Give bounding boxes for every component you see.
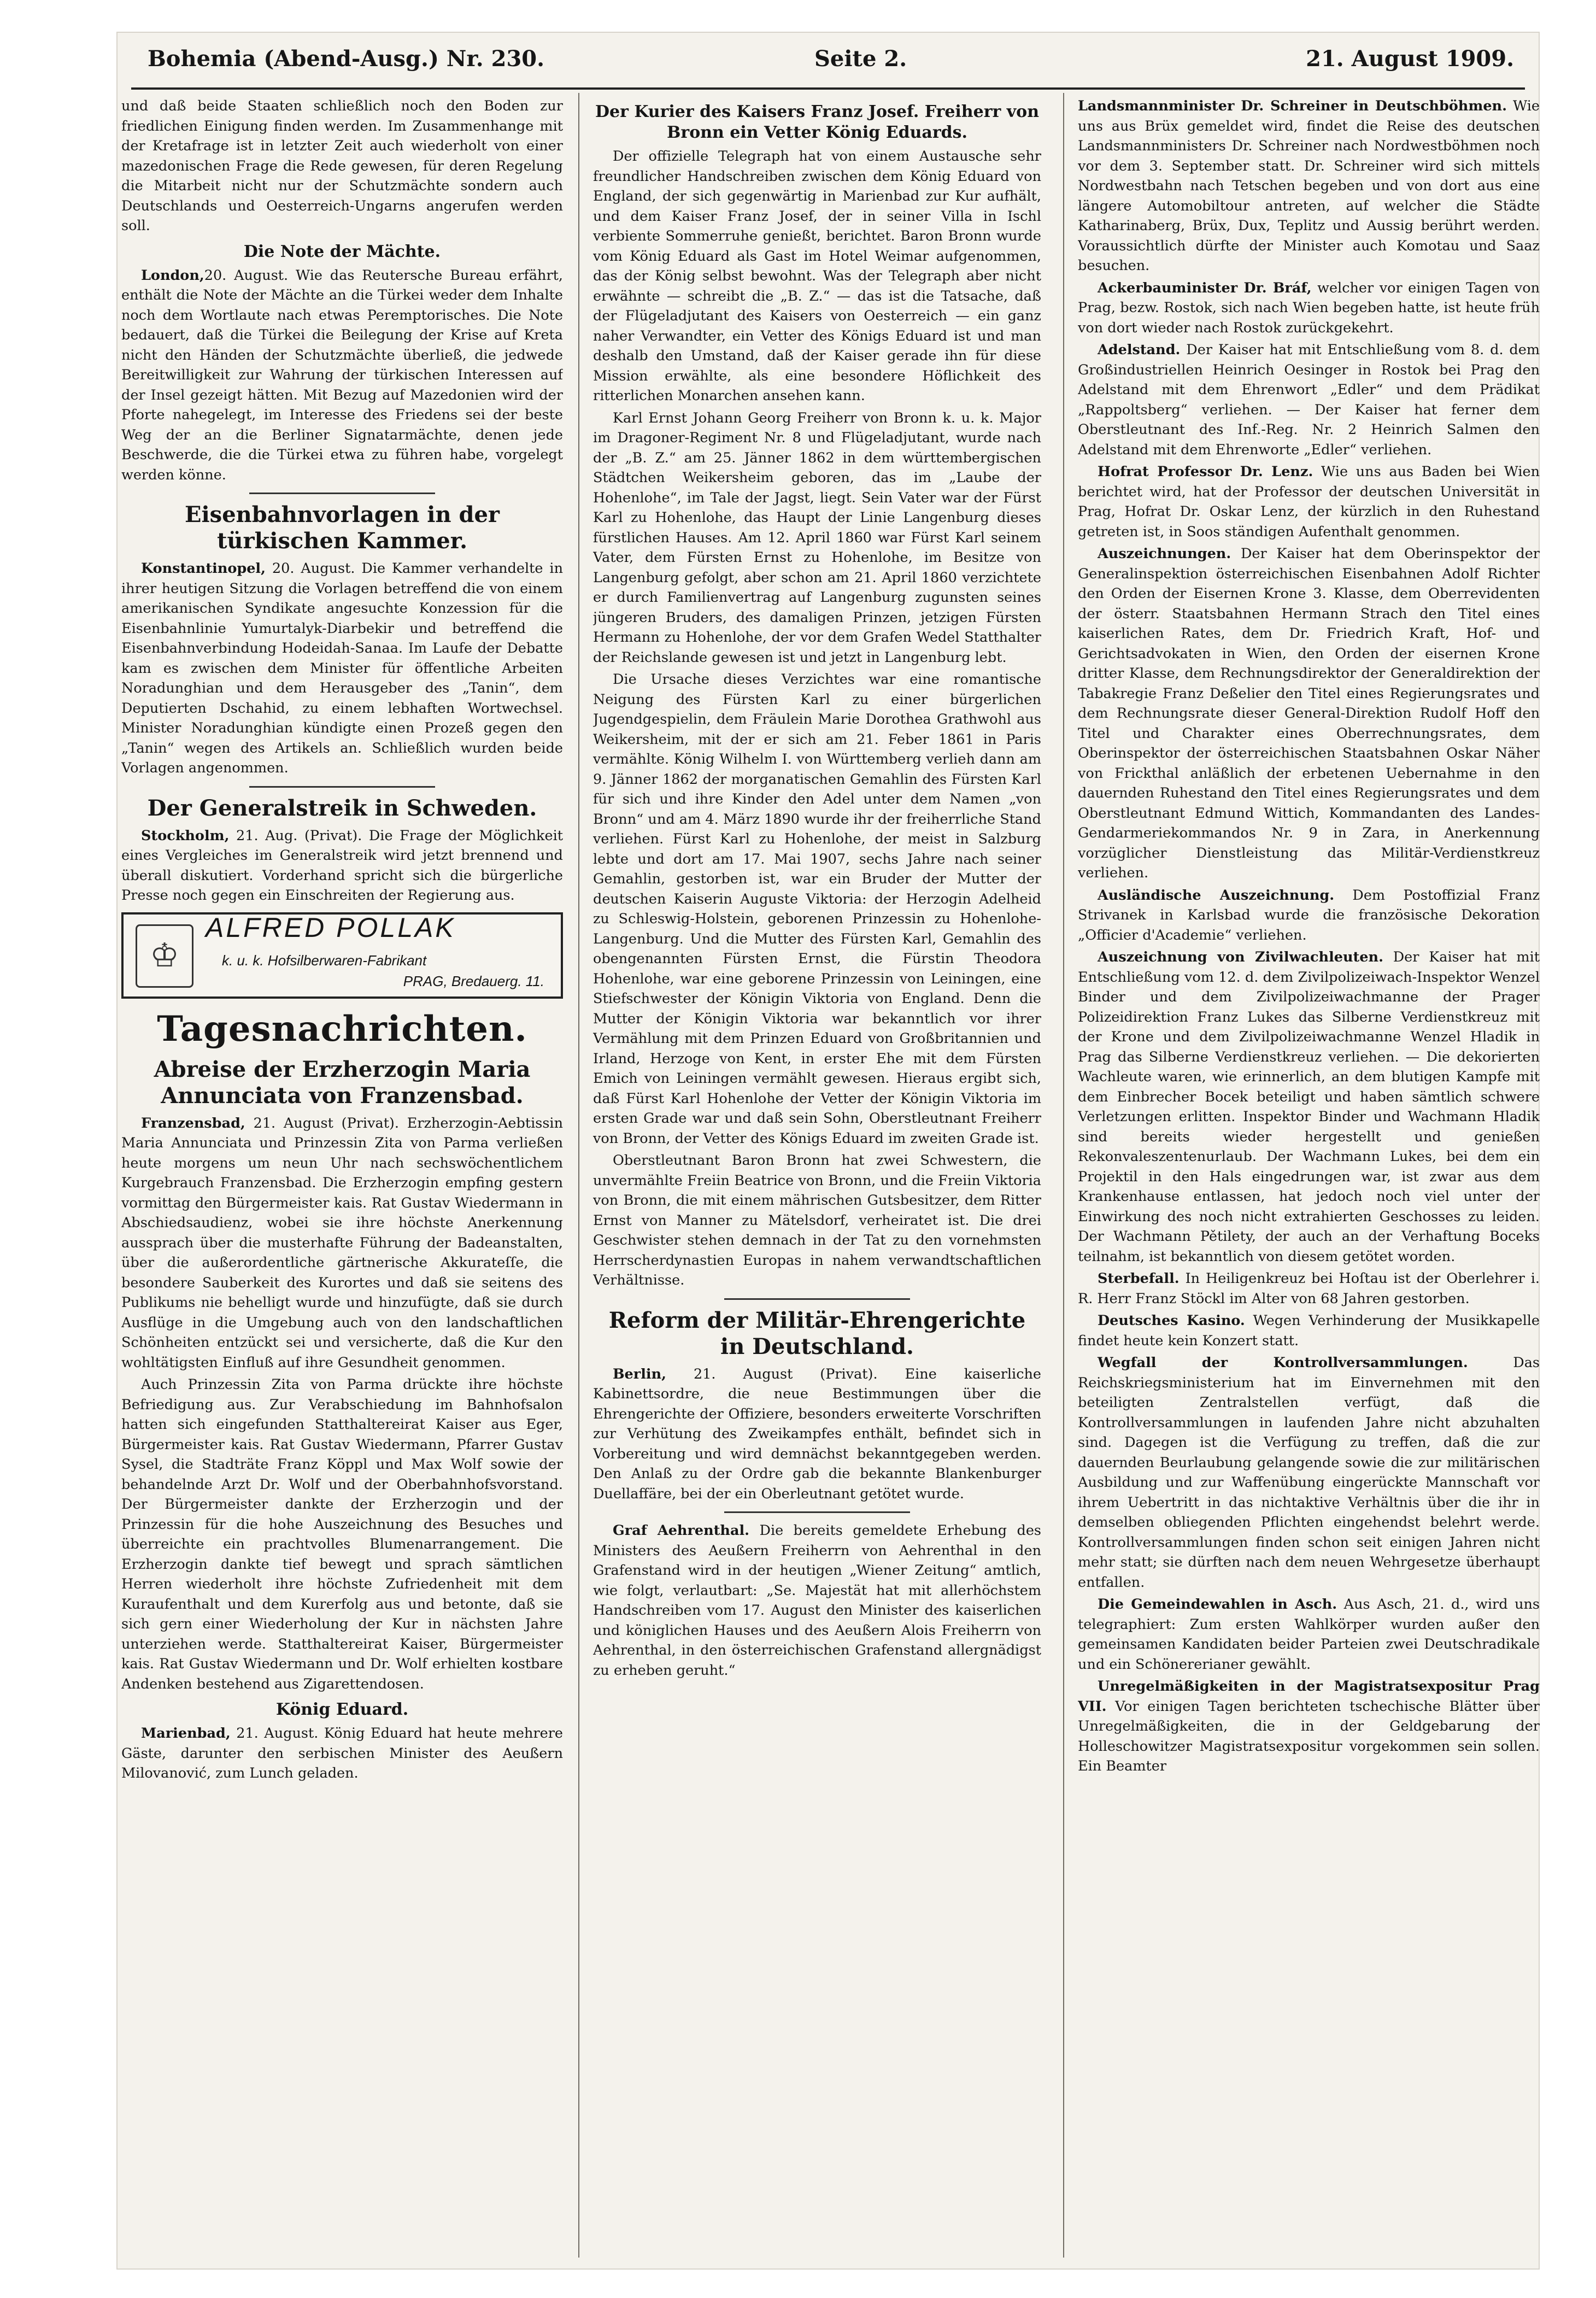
- run-in-heading: Wegfall der Kontrollversammlungen.: [1098, 1355, 1468, 1371]
- run-in-heading: Ackerbauminister Dr. Bráf,: [1098, 279, 1312, 296]
- column-2: [593, 96, 1041, 2255]
- dateline: Stockholm,: [141, 827, 230, 844]
- article-landsmannminister: [1078, 96, 1540, 276]
- dateline: London,: [141, 267, 204, 284]
- run-in-heading: Die Gemeindewahlen in Asch.: [1098, 1596, 1337, 1613]
- article-adelstand: [1078, 340, 1540, 460]
- article-text: Wie uns aus Brüx gemeldet wird, findet die Reise des deutschen Landsmannministers Dr. Schreiner nach Nordwestböhmen noch vor dem 3. September statt. Dr. Schreiner wird sich mittels Nordwestbahn nach Tetschen begeben und von dort aus eine längere Automobiltour antreten, auf welcher die Städte Katharinaberg, Brüx, Dux, Teplitz und Aussig berührt werden. Voraussichtlich dürfte der Minister auch Komotau und Saaz besuchen.: [1078, 98, 1540, 274]
- heading-strike: Der Generalstreik in Schweden.: [147, 795, 537, 821]
- masthead-title: Bohemia (Abend-Ausg.) Nr. 230.: [148, 46, 545, 72]
- run-in-heading: Sterbefall.: [1098, 1270, 1180, 1287]
- article-aehrenthal: [593, 1521, 1041, 1680]
- column-divider-1: [578, 93, 579, 2258]
- article-text: 20. August. Die Kammer verhandelte in ihrer heutigen Sitzung die Vorlagen betreffend die von einem amerikanischen Syndikate angesuchte Konzession für die Eisenbahnlinie Yumurtalyk-Diarbekir und betreffend die Eisenbahnverbindung Hodeidah-Sanaa. Im Laufe der Debatte kam es zwischen dem Minister für öffentliche Arbeiten Noradunghian und dem Herausgeber des „Tanin“, dem Deputierten Dschahid, zu einem lebhaften Wortwechsel. Minister Noradunghian kündigte einen Prozeß gegen den „Tanin“ wegen des Artikels an. Schließlich wurden beide Vorlagen angenommen.: [121, 560, 563, 776]
- dateline: Graf Aehrenthal.: [613, 1522, 750, 1539]
- heading-note: Die Note der Mächte.: [243, 242, 441, 261]
- advertisement-pollak: [121, 912, 563, 999]
- ad-address: PRAG, Bredauerg. 11.: [403, 972, 544, 989]
- article-kurier-4: Oberstleutnant Baron Bronn hat zwei Schwestern, die unvermählte Freiin Beatrice von Bronn, und die Freiin Viktoria von Bronn, die mit einem mährischen Gutsbesitzer, dem Ritter Ernst von Manner zu Mätelsdorf, verheiratet ist. Die drei Geschwister stehen demnach in der Tat zu den vornehmsten Herrscherdynastien Europas in nahem verwandtschaftlichen Verhältnisse.: [593, 1152, 1041, 1288]
- article-text: Der Kaiser hat dem Oberinspektor der Generalinspektion österreichischen Eisenbahnen Adolf Richter den Orden der Eisernen Krone 3. Klasse, dem Oberrevidenten der österr. Staatsbahnen Hermann Strach den Titel eines kaiserlichen Rates, dem Dr. Friedrich Kraft, Hof- und Gerichtsadvokaten in Wien, den Orden der eisernen Krone dritter Klasse, dem Rechnungsdirektor der Generaldirektion der Tabakregie Franz Deßelier den Titel eines Regierungsrates und dem Rechnungsrate dieser General-Direktion Rudolf Hoff den Titel und Charakter eines Oberrechnungsrates, dem Oberinspektor der österreichischen Staatsbahnen Oskar Näher von Frickthal anläßlich der erbetenen Uebernahme in den dauernden Ruhestand den Titel eines Regierungsrates und dem Oberstleutnant Edmund Wittich, Kommandanten des Landes-Gendarmeriekommandos Nr. 9 in Zara, in Anerkennung vorzüglicher Dienstleistung das Militär-Verdienstkreuz verliehen.: [1078, 546, 1540, 881]
- article-strike: [121, 826, 563, 906]
- dateline: Franzensbad,: [141, 1115, 245, 1132]
- article-ackerbauminister: [1078, 278, 1540, 338]
- run-in-heading: Adelstand.: [1098, 342, 1181, 358]
- article-gemeindewahlen: [1078, 1594, 1540, 1674]
- ad-subtitle: k. u. k. Hofsilberwaren-Fabrikant: [222, 952, 427, 969]
- article-kontrollversammlungen: [1078, 1353, 1540, 1592]
- article-kasino: [1078, 1311, 1540, 1351]
- run-in-heading: Hofrat Professor Dr. Lenz.: [1098, 464, 1313, 480]
- heading-kurier: Der Kurier des Kaisers Franz Josef. Freiherr von Bronn ein Vetter König Eduards.: [595, 102, 1040, 142]
- article-kurier-2: Karl Ernst Johann Georg Freiherr von Bronn k. u. k. Major im Dragoner-Regiment Nr. 8 und Flügeladjutant, wurde nach der „B. Z.“ am 25. Jänner 1862 in dem württembergischen Städtchen Weikersheim geboren, das im „Laube der Hohenlohe“, im Tale der Jagst, liegt. Sein Vater war der Fürst Karl zu Hohenlohe, das Haupt der Linie Langenburg dieses fürstlichen Hauses. Am 12. April 1860 war Fürst Karl seinem Vater, dem Fürsten Ernst zu Hohenlohe, im Besitze von Langenburg gefolgt, aber schon am 21. April 1860 verzichtete er durch Familienvertrag auf Langenburg zugunsten seines jüngeren Bruders, des damaligen Prinzen, jetzigen Fürsten Hermann zu Hohenlohe, der vor dem Grafen Wedel Statthalter der Reichslande gewesen ist und jetzt in Langenburg lebt.: [593, 409, 1041, 666]
- divider: [249, 786, 435, 788]
- article-note: [121, 266, 563, 485]
- run-in-heading: Auszeichnung von Zivilwachleuten.: [1098, 949, 1383, 965]
- article-reform: [593, 1364, 1041, 1504]
- article-unregelmaessigkeiten: [1078, 1676, 1540, 1777]
- article-kurier-3: Die Ursache dieses Verzichtes war eine romantische Neigung des Fürsten Karl zu einer bürgerlichen Jugendgespielin, dem Fräulein Marie Dorothea Grathwohl aus Weikersheim, mit der er sich am 21. Feber 1861 in Paris vermählte. König Wilhelm I. von Württemberg verlieh dann am 9. Jänner 1862 der morganatischen Gemahlin des Fürsten Karl für sich und ihre Kinder den Adel unter dem Namen „von Bronn“ und am 4. März 1890 wurde ihr der freiherrliche Stand verliehen. Fürst Karl zu Hohenlohe, der meist in Salzburg lebte und dort am 17. Mai 1907, sechs Jahre nach seiner Gemahlin, gestorben ist, war ein Bruder der Mutter der deutschen Kaiserin Auguste Viktoria: der Herzogin Adelheid zu Schleswig-Holstein, geborenen Prinzessin zu Hohenlohe-Langenburg. Und die Mutter des Fürsten Karl, Gemahlin des obengenannten Fürsten Ernst, die Fürstin Theodora Hohenlohe, war eine geborene Prinzessin von Leiningen, eine Stiefschwester der Königin Viktoria von England. Denn die Mutter der Königin Viktoria war bekanntlich vor ihrer Vermählung mit dem Prinzen Eduard von Großbritannien und Irland, Herzoge von Kent, in erster Ehe mit dem Fürsten Emich von Leiningen vermählt gewesen. Hieraus ergibt sich, daß Fürst Karl Hohenlohe der Vetter der Königin Viktoria im ersten Grade war und daß sein Sohn, Oberstleutnant Freiherr von Bronn, der Vetter des Königs Eduard im zweiten Grade ist.: [593, 671, 1041, 1147]
- article-text: Die bereits gemeldete Erhebung des Ministers des Aeußern Freiherrn von Aehrenthal in den Grafenstand wird in der heutigen „Wiener Zeitung“ amtlich, wie folgt, verlautbart: „Se. Majestät hat mit allerhöchstem Handschreiben vom 17. August den Minister des kaiserlichen und königlichen Hauses und des Aeußern Alois Freiherrn von Aehrenthal, in den österreichischen Grafenstand allergnädigst zu erheben geruht.“: [593, 1522, 1041, 1679]
- article-text: 21. August (Privat). Erzherzogin-Aebtissin Maria Annunciata und Prinzessin Zita von Parma verließen heute morgens um neun Uhr nach sechswöchentlichem Kurgebrauch Franzensbad. Die Erzherzogin empfing gestern vormittag den Bürgermeister kais. Rat Gustav Wiedermann in Abschiedsaudienz, wobei sie ihre höchste Anerkennung aussprach über die musterhafte Führung der Badeanstalten, über die außerordentliche gärtnerische Akkurateſſe, die besondere Sauberkeit des Kurortes und daß sie seitens des Publikums nie behelligt wurde und hinzufügte, daß sie durch Ausflüge in die Umgebung auch von den landschaftlichen Schönheiten entzückt sei und versicherte, daß die Kur den wohltätigsten Einfluß auf ihre Gesundheit genommen.: [121, 1115, 563, 1371]
- run-in-heading: Deutsches Kasino.: [1098, 1312, 1245, 1329]
- divider: [724, 1511, 910, 1513]
- article-text: Wegen Verhinderung der Musikkapelle findet heute kein Konzert statt.: [1078, 1312, 1540, 1349]
- article-text: Wie uns aus Baden bei Wien berichtet wird, hat der Professor der deutschen Universität in Prag, Hofrat Dr. Oskar Lenz, der kürzlich in den Ruhestand getreten ist, in Soos ständigen Aufenthalt genommen.: [1078, 464, 1540, 540]
- article-text: welcher vor einigen Tagen von Prag, bezw. Rostok, sich nach Wien begeben hatte, ist heute früh von dort wieder nach Rostok zurückgekehrt.: [1078, 279, 1540, 336]
- heading-reform: Reform der Militär-Ehrengerichte in Deutschland.: [608, 1307, 1026, 1359]
- dateline: Marienbad,: [141, 1725, 231, 1742]
- dateline: Konstantinopel,: [141, 560, 266, 577]
- article-text: 21. August (Privat). Eine kaiserliche Kabinettsordre, die neue Bestimmungen über die Ehrengerichte der Offiziere, besonders erweiterte Vorschriften zur Verhütung des Zweikampfes enthält, befindet sich in Vorbereitung und wird demnächst bekanntgegeben werden. Den Anlaß zu der Ordre gab die bekannte Blankenburger Duellaffäre, bei der ein Oberleutnant getötet wurde.: [593, 1365, 1041, 1502]
- article-auslaendische: [1078, 886, 1540, 946]
- article-zivilwachleute: [1078, 947, 1540, 1267]
- column-1: [121, 96, 563, 2255]
- divider: [724, 1298, 910, 1300]
- run-in-heading: Unregelmäßigkeiten in der Magistratsexpositur Prag VII.: [1078, 1678, 1540, 1715]
- article-auszeichnungen: [1078, 544, 1540, 883]
- article-koenig: [121, 1724, 563, 1784]
- article-abreise-2: Auch Prinzessin Zita von Parma drückte ihre höchste Befriedigung aus. Zur Verabschiedung im Bahnhofsalon hatten sich eingefunden Statthaltereirat Kaiser aus Eger, Bürgermeister kais. Rat Gustav Wiedermann, Pfarrer Gustav Sysel, die Stadträte Franz Köppl und Max Wolf sowie der behandelnde Arzt Dr. Wolf und der Oberbahnhofsvorstand. Der Bürgermeister dankte der Erzherzogin und der Prinzessin für die hohe Auszeichnung des Besuches und überreichte ein prachtvolles Blumenarrangement. Die Erzherzogin dankte tief bewegt und sprach sämtlichen Herren wiederholt ihre höchste Zufriedenheit mit dem Kuraufenthalt und dem Kurerfolg aus und betonte, daß sie sich gern einer Wiederholung der Kur in nächsten Jahre unterziehen werde. Statthaltereirat Kaiser, Bürgermeister kais. Rat Gustav Wiedermann und Dr. Wolf erhielten kostbare Andenken bestehend aus Zigarettendosen.: [121, 1376, 563, 1692]
- article-text: Vor einigen Tagen berichteten tschechische Blätter über Unregelmäßigkeiten, die in der Geldgebarung der Holleschowitzer Magistratsexpositur vorgekommen sein sollen. Ein Beamter: [1078, 1698, 1540, 1774]
- crown-logo-icon: ♔: [136, 924, 193, 988]
- article-rail: [121, 559, 563, 778]
- masthead: [131, 46, 1525, 84]
- column-divider-2: [1063, 93, 1064, 2258]
- article-text: In Heiligenkreuz bei Hoſtau ist der Oberlehrer i. R. Herr Franz Stöckl im Alter von 68 Jahren gestorben.: [1078, 1270, 1540, 1307]
- article-text: 21. Aug. (Privat). Die Frage der Möglichkeit eines Vergleiches im Generalstreik wird jetzt brennend und überall diskutiert. Vorderhand spricht sich die bürgerliche Presse noch gegen ein Einschreiten der Regierung aus.: [121, 827, 563, 904]
- page-number: Seite 2.: [814, 46, 907, 72]
- run-in-heading: Auszeichnungen.: [1098, 546, 1231, 562]
- heading-rail: Eisenbahnvorlagen in der türkischen Kammer.: [184, 502, 500, 554]
- masthead-rule: [131, 87, 1525, 90]
- article-text: 21. August. König Eduard hat heute mehrere Gäste, darunter den serbischen Minister des Aeußern Milovanović, zum Lunch geladen.: [121, 1725, 563, 1781]
- article-text: Das Reichskriegsministerium hat im Einvernehmen mit den beteiligten Zentralstellen verfügt, daß die Kontrollversammlungen in laufenden Jahre nicht abzuhalten sind. Dagegen ist die Verfügung zu treffen, daß die zur dauernden Beurlaubung gelangende sowie die zur militärischen Ausbildung und zur Waffenübung eingerückte Mannschaft vor ihrem Uebertritt in das nichtaktive Verhältnis über die ihr in demselben obliegenden Pflichten eingehendst belehrt werde. Kontrollversammlungen finden schon seit einigen Jahren nicht mehr statt; sie dürften nach dem neuen Wehrgesetze überhaupt entfallen.: [1078, 1355, 1540, 1591]
- column-3: [1078, 96, 1540, 2255]
- heading-abreise: Abreise der Erzherzogin Maria Annunciata von Franzensbad.: [154, 1056, 531, 1109]
- divider: [249, 493, 435, 494]
- article-sterbefall: [1078, 1269, 1540, 1309]
- section-title-tagesnachrichten: Tagesnachrichten.: [157, 1008, 527, 1050]
- article-text: Der Kaiser hat mit Entschließung vom 8. d. dem Großindustriellen Heinrich Oesinger in Rostok bei Prag den Adelstand mit dem Ehrenwort „Edler“ und dem Prädikat „Rappoltsberg“ verliehen. — Der Kaiser hat ferner dem Oberstleutnant des Inf.-Reg. Nr. 2 Heinrich Salmen den Adelstand mit dem Ehrenworte „Edler“ verliehen.: [1078, 342, 1540, 458]
- dateline: Berlin,: [613, 1365, 667, 1382]
- article-text: Aus Asch, 21. d., wird uns telegraphiert: Zum ersten Wahlkörper wurden außer den gemeinsamen Kandidaten beider Parteien zwei Deutschradikale und ein Schönererianer gewählt.: [1078, 1596, 1540, 1673]
- article-text: Der Kaiser hat mit Entschließung vom 12. d. dem Zivilpolizeiwach-Inspektor Wenzel Binder und dem Zivilpolizeiwachmanne der Prager Polizeidirektion Franz Lukes das Silberne Verdienstkreuz mit der Krone und dem Zivilpolizeiwachmanne Wenzel Hladik in Prag das Silberne Verdienstkreuz verliehen. — Die dekorierten Wachleute waren, wie erinnerlich, an dem blutigen Kampfe mit dem Einbrecher Bocek beteiligt und haben sämtlich schwere Verletzungen erlitten. Inspektor Binder und Wachmann Hladik sind bereits wieder hergestellt und genießen Rekonvaleszentenurlaub. Der Wachmann Lukes, bei dem ein Projektil in den Hals eingedrungen war, ist zwar aus dem Krankenhause entlassen, hat jedoch noch viel unter der Einwirkung des noch nicht extrahierten Geschosses zu leiden. Der Wachmann Pětilety, der auch an der Verhaftung Boceks teilnahm, ist bekanntlich von diesem getötet worden.: [1078, 949, 1540, 1265]
- article-lenz: [1078, 462, 1540, 542]
- heading-koenig: König Eduard.: [275, 1700, 409, 1719]
- article-kurier-1: Der offizielle Telegraph hat von einem Austausche sehr freundlicher Handschreiben zwischen dem König Eduard von England, der sich gegenwärtig in Marienbad zur Kur aufhält, und dem Kaiser Franz Josef, der in seiner Villa in Ischl verbiente Sommerruhe genießt, berichtet. Baron Bronn wurde vom König Eduard als Gast im Hotel Weimar aufgenommen, das der König selbst bewohnt. Was der Telegraph aber nicht erwähnte — schreibt die „B. Z.“ — das ist die Tatsache, daß der Flügeladjutant des Kaisers von Oesterreich — ein ganz naher Verwandter, ein Vetter des Königs Eduard ist und man deshalb den Umstand, daß der Kaiser gerade ihn für diese Mission erwählte, als eine besondere Höflichkeit des ritterlichen Monarchen ansehen kann.: [593, 148, 1041, 404]
- run-in-heading: Ausländische Auszeichnung.: [1098, 887, 1335, 904]
- ad-company-name: ALFRED POLLAK: [206, 912, 456, 943]
- run-in-heading: Landsmannminister Dr. Schreiner in Deutschböhmen.: [1078, 98, 1507, 114]
- article-abreise: [121, 1113, 563, 1373]
- article-text: Dem Postoffizial Franz Strivanek in Karlsbad wurde die französische Dekoration „Officier d'Academie“ verliehen.: [1078, 887, 1540, 943]
- article-text: 20. August. Wie das Reutersche Bureau erfährt, enthält die Note der Mächte an die Türkei weder dem Inhalte noch dem Wortlaute nach etwas Peremptorisches. Die Note bedauert, daß die Türkei die Beilegung der Krise auf Kreta nicht den Händen der Schutzmächte überließ, die jedwede Bereitwilligkeit zur Wahrung der türkischen Interessen auf der Insel gezeigt hätten. Mit Bezug auf Mazedonien wird der Pforte nahegelegt, im Interesse des Friedens sei der beste Weg der an die Berliner Signatarmächte, denen jede Beschwerde, die die Türkei etwa zu führen habe, vorgelegt werden könne.: [121, 267, 563, 483]
- article-intro: und daß beide Staaten schließlich noch den Boden zur friedlichen Einigung finden werden. Im Zusammenhange mit der Kretafrage ist in letzter Zeit auch wiederholt von einer mazedonischen Frage die Rede gewesen, für deren Regelung die Mitarbeit nicht nur der Schutzmächte sondern auch Deutschlands und Oesterreich-Ungarns angerufen werden soll.: [121, 98, 563, 234]
- issue-date: 21. August 1909.: [1306, 46, 1514, 72]
